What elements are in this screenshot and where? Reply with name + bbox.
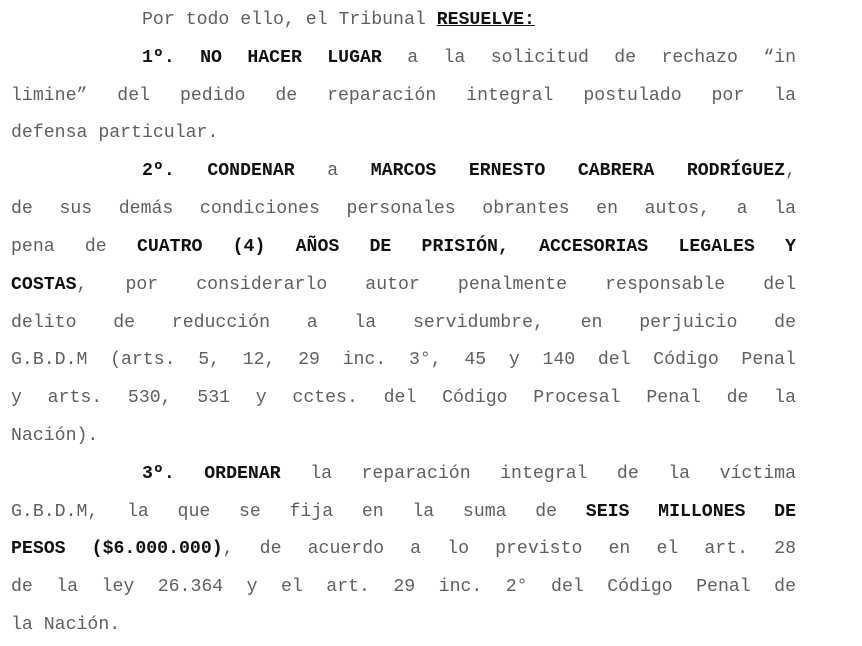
costas-bold: COSTAS bbox=[11, 275, 77, 295]
point2-line3: pena de CUATRO (4) AÑOS DE PRISIÓN, ACCESORIAS LEGALES Y bbox=[11, 237, 796, 257]
point2-line2: de sus demás condiciones personales obrantes en autos, a la bbox=[11, 199, 796, 219]
intro-text: Por todo ello, el Tribunal bbox=[142, 10, 437, 30]
point1-number: 1º. bbox=[142, 48, 201, 68]
point3-line4: de la ley 26.364 y el art. 29 inc. 2° del Código Penal de bbox=[11, 577, 796, 597]
point2-line5: delito de reducción a la servidumbre, en perjuicio de bbox=[11, 313, 796, 333]
point2-line4: COSTAS, por considerarlo autor penalmente responsable del bbox=[11, 275, 796, 295]
point1-bold: NO HACER LUGAR bbox=[200, 48, 382, 68]
point2-line1: 2º. CONDENAR a MARCOS ERNESTO CABRERA RODRÍGUEZ, bbox=[142, 161, 796, 181]
point3-number: 3º. bbox=[142, 464, 205, 484]
defendant-name: MARCOS ERNESTO CABRERA RODRÍGUEZ bbox=[370, 161, 786, 181]
point1-line1: 1º. NO HACER LUGAR a la solicitud de rechazo “in bbox=[142, 48, 796, 68]
amount-number-bold: PESOS ($6.000.000) bbox=[11, 539, 223, 559]
point2-line6: G.B.D.M (arts. 5, 12, 29 inc. 3°, 45 y 140 del Código Penal bbox=[11, 350, 796, 370]
sentence-bold: CUATRO (4) AÑOS DE PRISIÓN, ACCESORIAS LEGALES Y bbox=[136, 237, 796, 257]
point1-line2: limine” del pedido de reparación integral postulado por la bbox=[11, 86, 796, 106]
point3-line5: la Nación. bbox=[11, 615, 121, 635]
intro-line bbox=[142, 8, 796, 32]
point3-line3: PESOS ($6.000.000), de acuerdo a lo previsto en el art. 28 bbox=[11, 539, 796, 559]
point2-line8: Nación). bbox=[11, 426, 99, 446]
point2-line7: y arts. 530, 531 y cctes. del Código Procesal Penal de la bbox=[11, 388, 796, 408]
point1-line3: defensa particular. bbox=[11, 123, 219, 143]
point3-line2: G.B.D.M, la que se fija en la suma de SEIS MILLONES DE bbox=[11, 502, 796, 522]
resuelve-heading: RESUELVE: bbox=[436, 10, 535, 30]
point3-line1: 3º. ORDENAR la reparación integral de la víctima bbox=[142, 464, 796, 484]
amount-words-bold: SEIS MILLONES DE bbox=[585, 502, 796, 522]
point3-ordenar: ORDENAR bbox=[204, 464, 281, 484]
point2-number: 2º. bbox=[142, 161, 208, 181]
point2-condenar: CONDENAR bbox=[207, 161, 295, 181]
